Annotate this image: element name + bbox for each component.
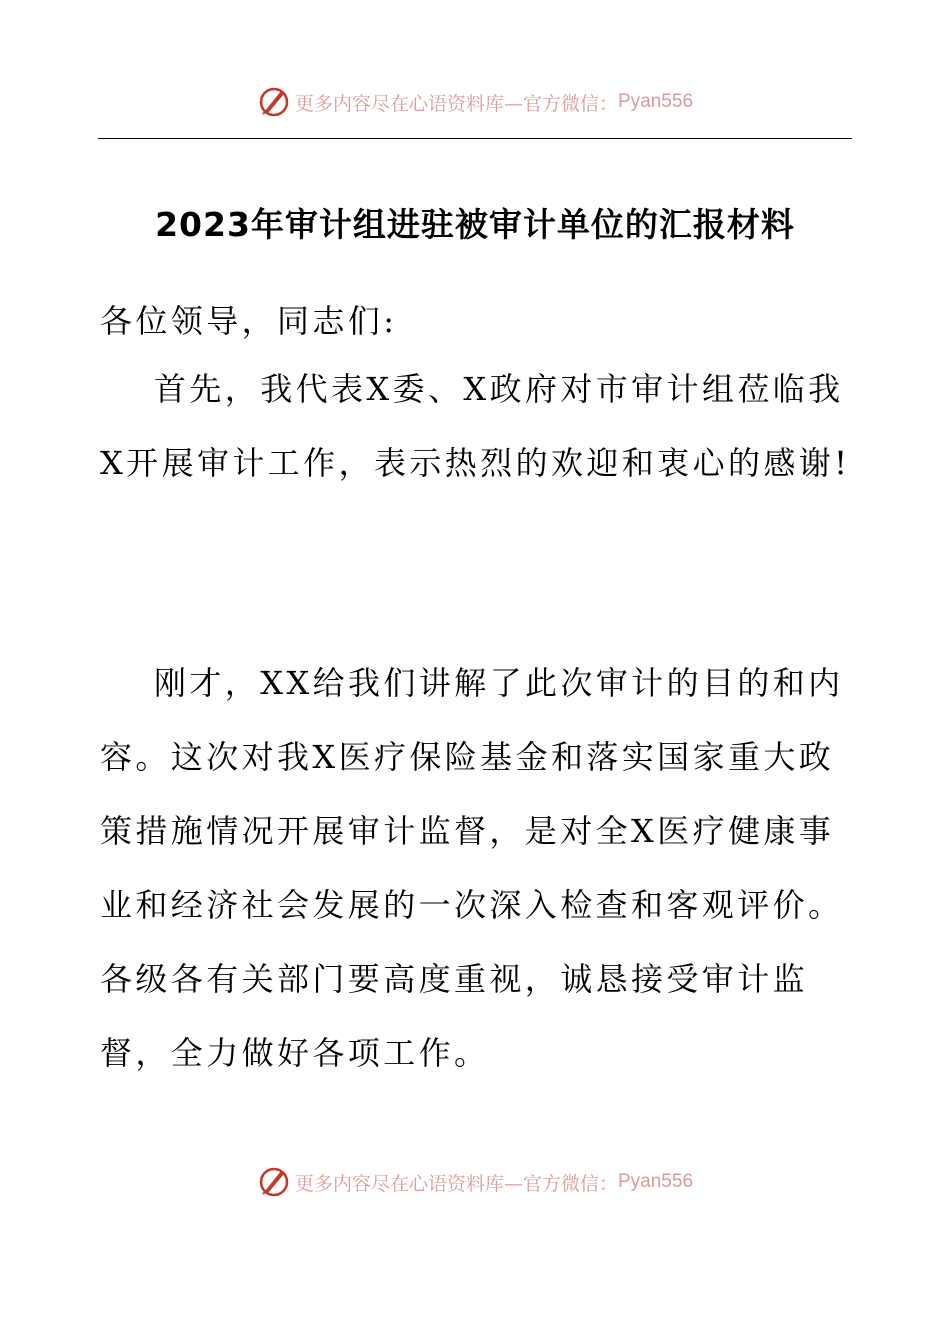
quill-pen-icon bbox=[257, 85, 291, 119]
header-wechat-id: Pyan556 bbox=[618, 91, 694, 112]
quill-pen-icon bbox=[257, 1165, 291, 1199]
paragraph-text: 刚才，XX给我们讲解了此次审计的目的和内容。这次对我X医疗保险基金和落实国家重大政策措施情况开展审计监督，是对全X医疗健康事业和经济社会发展的一次深入检查和客观评价。各级各有关部门要高度重视，诚恳接受审计监督，全力做好各项工作。 bbox=[100, 664, 844, 1072]
paragraph-1 bbox=[100, 352, 860, 500]
paragraph-text: 首先，我代表X委、X政府对市审计组莅临我X开展审计工作，表示热烈的欢迎和衷心的感谢! bbox=[100, 370, 851, 482]
paragraph-2 bbox=[100, 646, 860, 1090]
footer-banner bbox=[0, 1162, 950, 1202]
header-text: 更多内容尽在心语资料库—官方微信： bbox=[294, 92, 618, 115]
footer-wechat-id: Pyan556 bbox=[618, 1171, 694, 1192]
header-banner bbox=[0, 82, 950, 122]
header-divider bbox=[98, 138, 852, 139]
document-title: 2023年审计组进驻被审计单位的汇报材料 bbox=[155, 205, 795, 244]
salutation: 各位领导，同志们: bbox=[100, 302, 398, 340]
footer-text: 更多内容尽在心语资料库—官方微信： bbox=[294, 1172, 618, 1195]
